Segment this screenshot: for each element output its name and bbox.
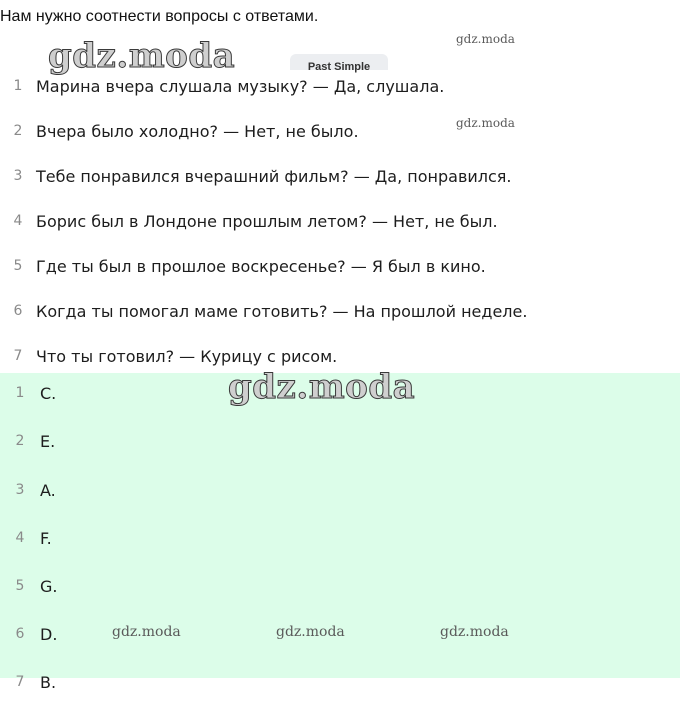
list-item: [0, 160, 512, 192]
item-number: 1: [15, 385, 25, 401]
item-text: Тебе понравился вчерашний фильм? — Да, понравился.: [36, 166, 512, 186]
item-text: Марина вчера слушала музыку? — Да, слушала.: [36, 76, 445, 96]
answer-letter: B.: [40, 672, 57, 692]
list-item: [0, 250, 486, 282]
answer-letter: D.: [40, 624, 58, 644]
item-text: Борис был в Лондоне прошлым летом? — Нет, не был.: [36, 211, 498, 231]
intro-text: Нам нужно соотнести вопросы с ответами.: [0, 8, 319, 25]
watermark-small: gdz.moda: [456, 116, 515, 130]
item-number: 6: [15, 626, 25, 642]
answer-item: [0, 475, 56, 505]
list-item: [0, 115, 359, 147]
watermark-small: gdz.moda: [440, 624, 509, 640]
item-text: Вчера было холодно? — Нет, не было.: [36, 121, 359, 141]
item-number: 2: [15, 433, 25, 449]
item-number: 1: [13, 78, 23, 94]
answer-letter: G.: [40, 576, 58, 596]
item-number: 4: [15, 530, 25, 546]
watermark-small: gdz.moda: [276, 624, 345, 640]
watermark-small: gdz.moda: [456, 32, 515, 46]
list-item: [0, 205, 498, 237]
item-number: 6: [13, 303, 23, 319]
item-number: 7: [15, 674, 25, 690]
watermark-logo: gdz.moda: [48, 36, 236, 76]
item-number: 7: [13, 348, 23, 364]
item-number: 3: [15, 482, 25, 498]
answer-item: [0, 667, 56, 697]
answer-panel: [0, 367, 680, 692]
answer-item: [0, 523, 52, 553]
list-item: [0, 70, 444, 102]
answer-letter: A.: [40, 480, 56, 500]
tag-chip: Past Simple: [290, 54, 388, 70]
item-number: 5: [13, 258, 23, 274]
answer-letter: F.: [40, 528, 52, 548]
answer-letter: C.: [40, 383, 57, 403]
answer-item: [0, 619, 57, 649]
watermark-logo: gdz.moda: [228, 367, 416, 407]
item-number: 3: [13, 168, 23, 184]
item-text: Что ты готовил? — Курицу с рисом.: [36, 346, 338, 366]
answer-item: [0, 378, 56, 408]
item-number: 4: [13, 213, 23, 229]
answer-item: [0, 426, 55, 456]
item-text: Когда ты помогал маме готовить? — На прошлой неделе.: [36, 301, 528, 321]
item-text: Где ты был в прошлое воскресенье? — Я был в кино.: [36, 256, 486, 276]
item-number: 5: [15, 578, 25, 594]
answer-item: [0, 571, 57, 601]
watermark-small: gdz.moda: [112, 624, 181, 640]
answer-letter: E.: [40, 431, 56, 451]
list-item: [0, 295, 527, 327]
item-number: 2: [13, 123, 23, 139]
